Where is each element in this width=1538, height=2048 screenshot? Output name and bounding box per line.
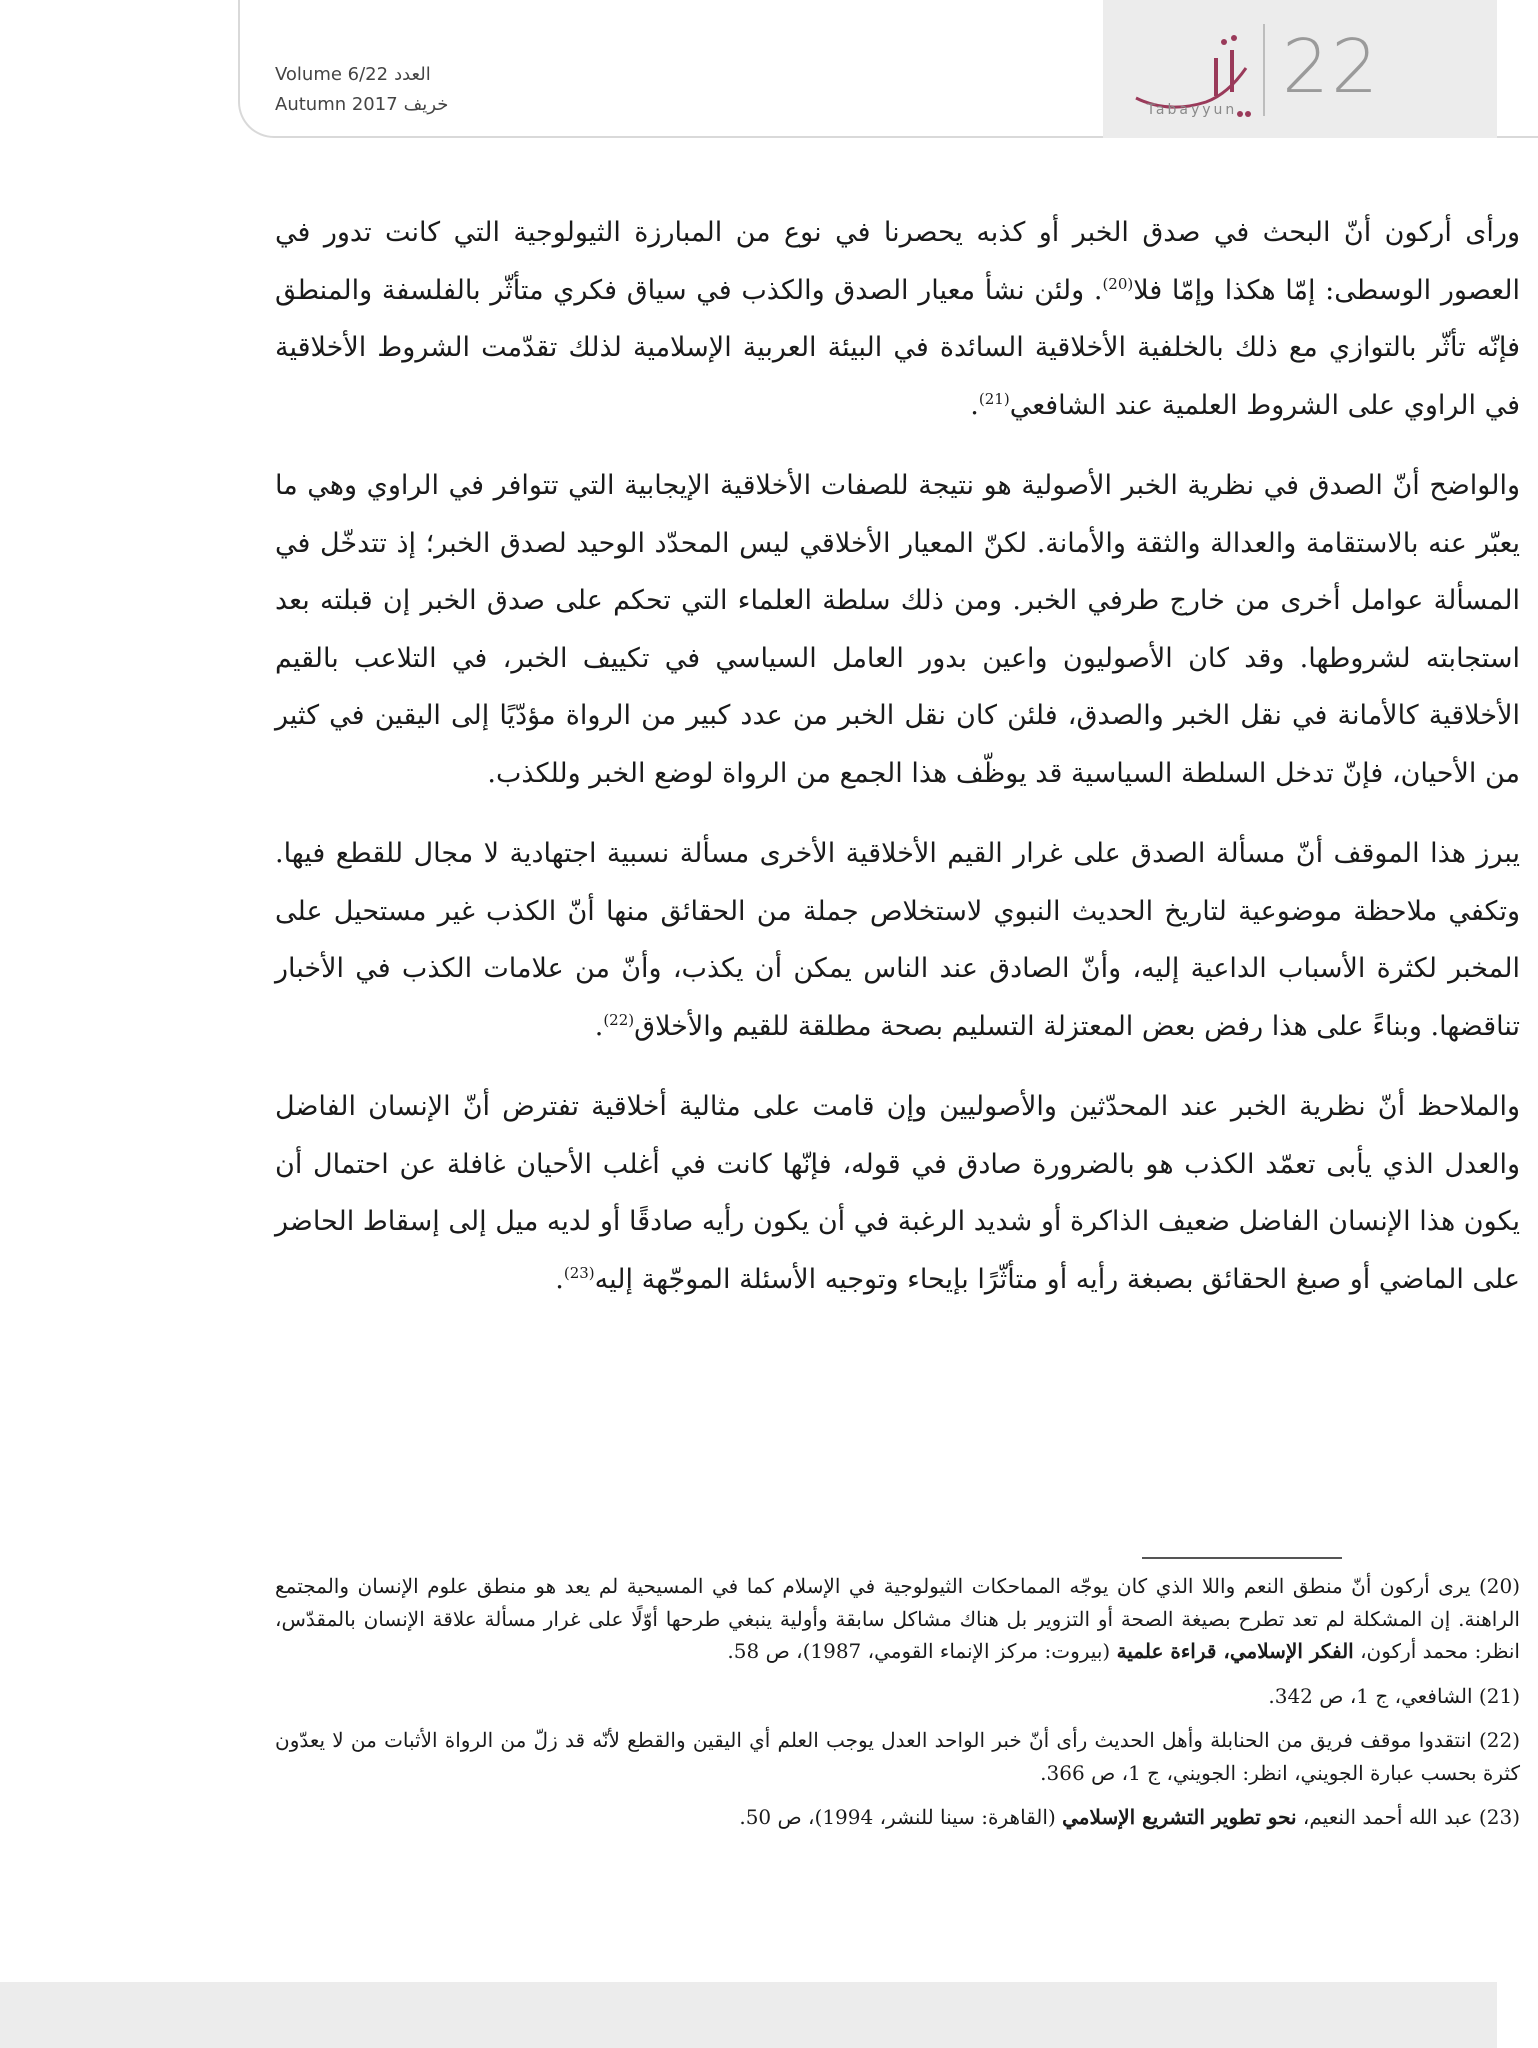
footnote-22: (22) انتقدوا موقف فريق من الحنابلة وأهل الحديث رأى أنّ خبر الواحد العدل يوجب العلم أي اليقين والقطع لأنّه قد زلّ من الرواة الأثبات من لا يعدّون كثرة بحسب عبارة الجويني، انظر: الجويني، ج 1، ص 366.: [275, 1728, 1521, 1785]
article-body: [275, 204, 1520, 1331]
footnotes: [275, 1570, 1520, 1846]
footnote-separator: [1142, 1557, 1342, 1559]
paragraph-3: يبرز هذا الموقف أنّ مسألة الصدق على غرار القيم الأخلاقية الأخرى مسألة نسبية اجتهادية لا مجال للقطع فيها. وتكفي ملاحظة موضوعية لتاريخ الحديث النبوي لاستخلاص جملة من الحقائق منها أنّ الكذب غير مستحيل على المخبر لكثرة الأسباب الداعية إليه، وأنّ الصادق عند الناس يمكن أن يكذب، وأنّ من علامات الكذب في الأخبار تناقضها. وبناءً على هذا رفض بعض المعتزلة التسليم بصحة مطلقة للقيم والأخلاق$^{(22)}$.: [275, 838, 1520, 1042]
volume-info: [275, 60, 448, 120]
footnote-number: (21): [1478, 1683, 1520, 1708]
volume-line: [275, 60, 448, 90]
footnote-ref-23[interactable]: (23): [563, 1263, 595, 1282]
paragraph-4: والملاحظ أنّ نظرية الخبر عند المحدّثين والأصوليين وإن قامت على مثالية أخلاقية تفترض أنّ الإنسان الفاضل والعدل الذي يأبى تعمّد الكذب هو بالضرورة صادق في قوله، فإنّها كانت في أغلب الأحيان غافلة عن احتمال أن يكون هذا الإنسان الفاضل ضعيف الذاكرة أو شديد الرغبة في أن يكون رأيه صادقًا أو لديه ميل إلى إسقاط الحاضر على الماضي أو صبغ الحقائق بصبغة رأيه أو متأثّرًا بإيحاء وتوجيه الأسئلة الموجّهة إليه$^{(23)}$.: [275, 1091, 1520, 1295]
volume-ar: العدد: [394, 64, 431, 85]
page-number: 22: [1282, 24, 1381, 110]
footnote-23: (23) عبد الله أحمد النعيم، نحو تطوير التشريع الإسلامي (القاهرة: سينا للنشر، 1994)، ص 50.: [739, 1805, 1520, 1829]
paragraph-1: ورأى أركون أنّ البحث في صدق الخبر أو كذبه يحصرنا في نوع من المبارزة الثيولوجية التي كانت تدور في العصور الوسطى: إمّا هكذا وإمّا فلا$^{(20)}$. ولئن نشأ معيار الصدق والكذب في سياق فكري متأثّر بالفلسفة والمنطق فإنّه تأثّر بالتوازي مع ذلك بالخلفية الأخلاقية السائدة في البيئة العربية الإسلامية لذلك تقدّمت الشروط الأخلاقية في الراوي على الشروط العلمية عند الشافعي$^{(21)}$.: [275, 217, 1520, 421]
footnote-number: (22): [1478, 1728, 1521, 1752]
footnote-20: (20) يرى أركون أنّ منطق النعم واللا الذي كان يوجّه المماحكات الثيولوجية في الإسلام كما في المسيحية لم يعد هو منطق علوم الإنسان والمجتمع الراهنة. إن المشكلة لم تعد تطرح بصيغة الصحة أو التزوير بل هناك مشاكل سابقة وأولية ينبغي طرحها أوّلًا على غرار مسألة علاقة الإنسان بالمقدّس، انظر: محمد أركون، الفكر الإسلامي، قراءة علمية (بيروت: مركز الإنماء القومي، 1987)، ص 58.: [275, 1574, 1521, 1663]
header-divider: [1263, 24, 1265, 116]
season-en: Autumn 2017: [275, 94, 398, 115]
logo-latin-text: Tabayyun: [1146, 102, 1238, 118]
paragraph-2: والواضح أنّ الصدق في نظرية الخبر الأصولية هو نتيجة للصفات الأخلاقية الإيجابية التي تتوافر في الراوي وهي ما يعبّر عنه بالاستقامة والعدالة والثقة والأمانة. لكنّ المعيار الأخلاقي ليس المحدّد الوحيد لصدق الخبر؛ إذ تتدخّل في المسألة عوامل أخرى من خارج طرفي الخبر. ومن ذلك سلطة العلماء التي تحكم على صدق الخبر إن قبلته بعد استجابته لشروطها. وقد كان الأصوليون واعين بدور العامل السياسي في تكييف الخبر، في التلاعب بالقيم الأخلاقية كالأمانة في نقل الخبر والصدق، فلئن كان نقل الخبر من عدد كبير من الرواة مؤدّيًا إلى اليقين في كثير من الأحيان، فإنّ تدخل السلطة السياسية قد يوظّف هذا الجمع من الرواة لوضع الخبر وللكذب.: [275, 470, 1520, 789]
volume-en: Volume 6/22: [275, 64, 389, 85]
book-title: الفكر الإسلامي، قراءة علمية: [1116, 1639, 1354, 1663]
season-ar: خريف: [403, 94, 449, 115]
page-bottom-band: [0, 1982, 1497, 2048]
footnote-ref-20[interactable]: (20): [1102, 274, 1134, 293]
footnote-21: (21) الشافعي، ج 1، ص 342.: [1268, 1683, 1520, 1708]
season-line: [275, 90, 448, 120]
footnote-ref-21[interactable]: (21): [978, 389, 1010, 408]
footnote-ref-22[interactable]: (22): [603, 1010, 635, 1029]
book-title: نحو تطوير التشريع الإسلامي: [1062, 1805, 1297, 1829]
footnote-number: (20): [1478, 1574, 1521, 1598]
footnote-number: (23): [1478, 1805, 1520, 1829]
